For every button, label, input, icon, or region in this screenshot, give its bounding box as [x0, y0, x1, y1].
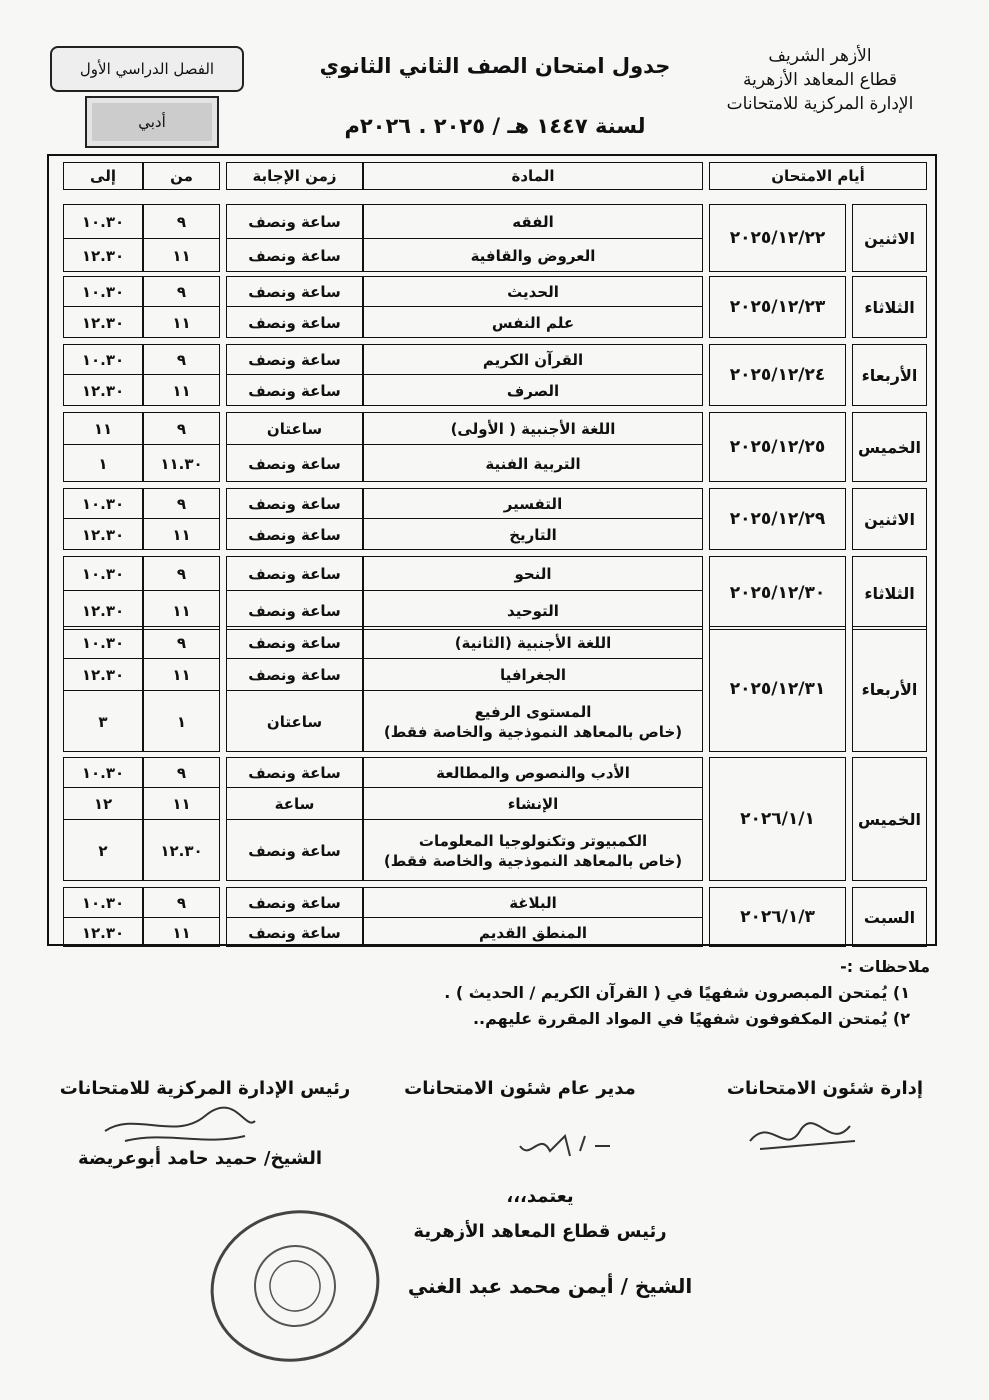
table-header-row	[49, 162, 935, 192]
from-cell: ١١.٣٠	[160, 455, 203, 473]
from-cell: ١٢.٣٠	[160, 842, 203, 860]
subject-cell: النحو	[364, 557, 702, 591]
from-cell: ٩	[144, 277, 219, 307]
note-item-2: ٢) يُمتحن المكفوفون شفهيًا في المواد المقررة عليهم..	[472, 1009, 910, 1028]
official-stamp	[193, 1192, 396, 1381]
to-cell: ١٠.٣٠	[64, 888, 142, 918]
date-cell: ٢٠٢٥/١٢/٣٠	[709, 556, 846, 630]
to-cell: ١٠.٣٠	[64, 557, 142, 591]
from-cell: ٩	[144, 489, 219, 519]
day-cell: الأربعاء	[852, 626, 927, 752]
subject-column	[363, 344, 703, 406]
to-cell: ١٢	[64, 788, 142, 820]
subject-cell	[364, 691, 702, 753]
from-cell: ١١	[172, 247, 191, 265]
subject-column	[363, 276, 703, 338]
stamp-ring-icon	[224, 1222, 366, 1350]
note-item-1: ١) يُمتحن المبصرون شفهيًا في ( القرآن الكريم / الحديث ) .	[444, 983, 910, 1002]
exam-schedule-page	[40, 16, 940, 1366]
from-column	[143, 488, 220, 550]
duration-column	[226, 626, 363, 752]
approved-label: يعتمد،،،	[506, 1186, 574, 1207]
signature-scribble-3	[95, 1101, 265, 1151]
logo-line-2: قطاع المعاهد الأزهرية	[742, 70, 898, 90]
azhar-logo-text	[700, 44, 940, 116]
day-group	[49, 276, 935, 338]
to-cell: ٣	[98, 713, 108, 731]
header-days: أيام الامتحان	[709, 162, 927, 190]
day-cell: الاثنين	[852, 204, 927, 272]
to-column	[63, 276, 143, 338]
from-column	[143, 626, 220, 752]
subject-cell: اللغة الأجنبية (الثانية)	[364, 627, 702, 659]
duration-column	[226, 887, 363, 947]
subject-cell: المنطق القديم	[479, 924, 587, 942]
from-column	[143, 276, 220, 338]
to-cell: ١٠.٣٠	[64, 345, 142, 375]
date-cell: ٢٠٢٥/١٢/٢٥	[709, 412, 846, 482]
to-cell: ١٢.٣٠	[81, 602, 125, 620]
subject-cell: التربية الفنية	[485, 455, 581, 473]
from-cell: ١١	[172, 602, 191, 620]
from-cell: ٩	[144, 345, 219, 375]
duration-cell: ساعة ونصف	[248, 842, 341, 860]
subject-cell: العروض والقافية	[470, 247, 596, 265]
subject-text: المستوى الرفيع	[474, 703, 592, 721]
subject-cell: الإنشاء	[364, 788, 702, 820]
subject-cell: التوحيد	[507, 602, 559, 620]
duration-cell: ساعتان	[227, 413, 362, 445]
to-column	[63, 887, 143, 947]
date-cell: ٢٠٢٥/١٢/٣١	[709, 626, 846, 752]
duration-cell: ساعة ونصف	[248, 314, 341, 332]
duration-column	[226, 412, 363, 482]
subject-column	[363, 626, 703, 752]
subject-column	[363, 757, 703, 881]
date-cell: ٢٠٢٥/١٢/٢٤	[709, 344, 846, 406]
to-column	[63, 204, 143, 272]
subject-cell: الفقه	[364, 205, 702, 239]
duration-cell: ساعتان	[266, 713, 323, 731]
day-group	[49, 488, 935, 550]
day-group	[49, 887, 935, 947]
duration-cell: ساعة ونصف	[248, 455, 341, 473]
subject-cell	[364, 820, 702, 882]
subject-column	[363, 488, 703, 550]
header-from: من	[143, 162, 220, 190]
to-cell: ٢	[98, 842, 108, 860]
date-cell: ٢٠٢٥/١٢/٢٢	[709, 204, 846, 272]
notes-title: ملاحظات :-	[840, 957, 930, 976]
to-cell: ١٠.٣٠	[64, 205, 142, 239]
from-cell: ٩	[144, 627, 219, 659]
to-cell: ١٢.٣٠	[81, 382, 125, 400]
central-head-name: الشيخ/ حميد حامد أبوعريضة	[77, 1148, 323, 1169]
to-cell: ١٢.٣٠	[81, 314, 125, 332]
signature-scribble-2	[510, 1126, 630, 1166]
from-cell: ٩	[144, 758, 219, 788]
sig-exam-affairs: إدارة شئون الامتحانات	[726, 1078, 924, 1099]
from-column	[143, 887, 220, 947]
to-cell: ١٠.٣٠	[64, 627, 142, 659]
date-cell: ٢٠٢٦/١/١	[709, 757, 846, 881]
duration-cell: ساعة ونصف	[248, 602, 341, 620]
logo-line-1: الأزهر الشريف	[768, 46, 872, 66]
from-cell: ٩	[144, 557, 219, 591]
duration-cell: ساعة ونصف	[227, 205, 362, 239]
duration-cell: ساعة ونصف	[227, 489, 362, 519]
from-cell: ١١	[144, 659, 219, 691]
day-cell: السبت	[852, 887, 927, 947]
day-cell: الخميس	[852, 412, 927, 482]
date-cell: ٢٠٢٥/١٢/٢٩	[709, 488, 846, 550]
to-cell: ١٢.٣٠	[81, 247, 125, 265]
duration-cell: ساعة ونصف	[227, 758, 362, 788]
day-cell: الاثنين	[852, 488, 927, 550]
from-cell: ٩	[144, 888, 219, 918]
section-badge: أدبي	[85, 96, 219, 148]
duration-cell: ساعة ونصف	[248, 924, 341, 942]
from-cell: ٩	[144, 205, 219, 239]
day-cell: الثلاثاء	[852, 276, 927, 338]
day-group	[49, 556, 935, 630]
subject-cell: الصرف	[506, 382, 560, 400]
to-column	[63, 412, 143, 482]
notes-section	[50, 954, 930, 1032]
to-cell: ١٠.٣٠	[64, 277, 142, 307]
subject-note: (خاص بالمعاهد النموذجية والخاصة فقط)	[383, 852, 683, 870]
subject-cell: التاريخ	[509, 526, 557, 544]
duration-column	[226, 276, 363, 338]
from-cell: ١١	[172, 382, 191, 400]
logo-line-3: الإدارة المركزية للامتحانات	[726, 94, 914, 114]
signature-scribble-1	[740, 1111, 870, 1161]
sector-head-name: الشيخ / أيمن محمد عبد الغني	[407, 1274, 693, 1298]
subject-text: الكمبيوتر وتكنولوجيا المعلومات	[418, 832, 648, 850]
schedule-table	[47, 154, 937, 946]
subject-cell: الحديث	[364, 277, 702, 307]
from-cell: ١١	[172, 314, 191, 332]
academic-year: لسنة ١٤٤٧ هـ / ٢٠٢٥ . ٢٠٢٦م	[344, 114, 646, 138]
sig-central-head: رئيس الإدارة المركزية للامتحانات	[59, 1078, 351, 1099]
to-column	[63, 344, 143, 406]
duration-cell: ساعة ونصف	[248, 247, 341, 265]
day-group	[49, 626, 935, 752]
subject-cell: القرآن الكريم	[364, 345, 702, 375]
duration-cell: ساعة	[227, 788, 362, 820]
sector-head-title: رئيس قطاع المعاهد الأزهرية	[413, 1221, 667, 1242]
page-title: جدول امتحان الصف الثاني الثانوي	[319, 54, 671, 78]
duration-column	[226, 757, 363, 881]
from-cell: ١١	[172, 526, 191, 544]
to-cell: ١٢.٣٠	[64, 659, 142, 691]
duration-column	[226, 556, 363, 630]
to-cell: ١١	[64, 413, 142, 445]
from-column	[143, 412, 220, 482]
duration-cell: ساعة ونصف	[227, 888, 362, 918]
subject-column	[363, 412, 703, 482]
from-column	[143, 344, 220, 406]
to-column	[63, 626, 143, 752]
duration-cell: ساعة ونصف	[248, 382, 341, 400]
day-cell: الثلاثاء	[852, 556, 927, 630]
subject-column	[363, 887, 703, 947]
subject-column	[363, 556, 703, 630]
day-cell: الخميس	[852, 757, 927, 881]
subject-cell: الأدب والنصوص والمطالعة	[364, 758, 702, 788]
day-group	[49, 412, 935, 482]
sig-general-manager: مدير عام شئون الامتحانات	[404, 1078, 636, 1099]
subject-cell: الجغرافيا	[364, 659, 702, 691]
header-subject: المادة	[363, 162, 703, 190]
subject-note: (خاص بالمعاهد النموذجية والخاصة فقط)	[383, 723, 683, 741]
day-group	[49, 204, 935, 272]
header-to: إلى	[63, 162, 143, 190]
to-column	[63, 488, 143, 550]
duration-column	[226, 204, 363, 272]
duration-cell: ساعة ونصف	[248, 526, 341, 544]
header-duration: زمن الإجابة	[226, 162, 363, 190]
to-column	[63, 556, 143, 630]
day-cell: الأربعاء	[852, 344, 927, 406]
duration-column	[226, 344, 363, 406]
duration-column	[226, 488, 363, 550]
to-cell: ١٢.٣٠	[81, 924, 125, 942]
from-cell: ١١	[144, 788, 219, 820]
to-cell: ١٠.٣٠	[64, 758, 142, 788]
subject-cell: علم النفس	[491, 314, 575, 332]
from-cell: ١	[176, 713, 187, 731]
duration-cell: ساعة ونصف	[227, 627, 362, 659]
from-cell: ١١	[172, 924, 191, 942]
duration-cell: ساعة ونصف	[227, 659, 362, 691]
to-cell: ١٢.٣٠	[81, 526, 125, 544]
from-column	[143, 757, 220, 881]
day-group	[49, 344, 935, 406]
duration-cell: ساعة ونصف	[227, 277, 362, 307]
duration-cell: ساعة ونصف	[227, 345, 362, 375]
date-cell: ٢٠٢٦/١/٣	[709, 887, 846, 947]
subject-column	[363, 204, 703, 272]
from-cell: ٩	[144, 413, 219, 445]
subject-cell: البلاغة	[364, 888, 702, 918]
duration-cell: ساعة ونصف	[227, 557, 362, 591]
from-column	[143, 556, 220, 630]
to-column	[63, 757, 143, 881]
to-cell: ١	[98, 455, 108, 473]
date-cell: ٢٠٢٥/١٢/٢٣	[709, 276, 846, 338]
to-cell: ١٠.٣٠	[64, 489, 142, 519]
from-column	[143, 204, 220, 272]
semester-badge: الفصل الدراسي الأول	[50, 46, 244, 92]
subject-cell: التفسير	[364, 489, 702, 519]
day-group	[49, 757, 935, 881]
subject-cell: اللغة الأجنبية ( الأولى)	[364, 413, 702, 445]
